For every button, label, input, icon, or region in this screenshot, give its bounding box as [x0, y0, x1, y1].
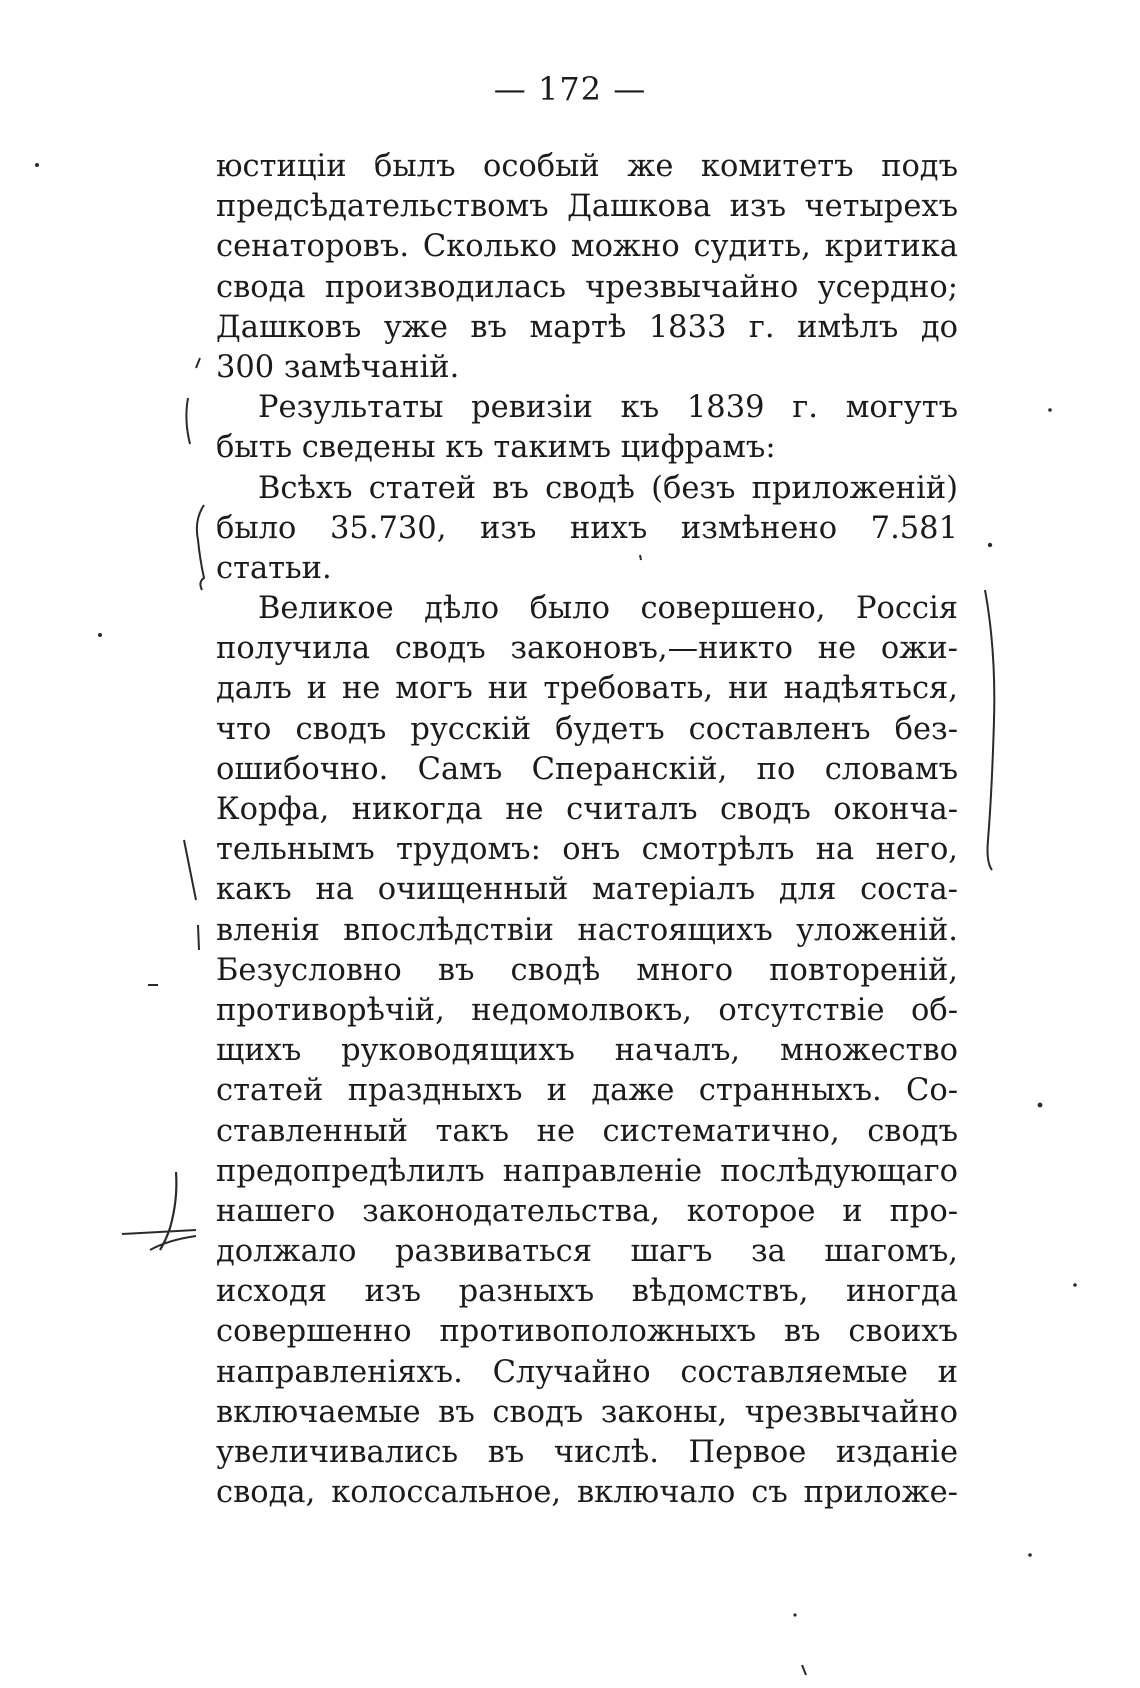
text-line: что сводъ русскiй будетъ составленъ без- — [216, 711, 958, 747]
pencil-bracket-left-3 — [184, 840, 199, 950]
text-line: Безусловно въ сводѣ много повторенiй, — [216, 952, 958, 988]
text-line: предопредѣлилъ направленiе послѣдующаго — [216, 1153, 958, 1189]
text-line: далъ и не могъ ни требовать, ни надѣяться, — [216, 671, 958, 707]
text-line: увеличивались въ числѣ. Первое изданiе — [216, 1435, 958, 1470]
text-line: щихъ руководящихъ началъ, множество — [216, 1033, 958, 1069]
text-line: Результаты ревизiи къ 1839 г. могутъ — [258, 390, 958, 426]
text-line: исходя изъ разныхъ вѣдомствъ, иногда — [216, 1274, 958, 1310]
text-line: быть сведены къ такимъ цифрамъ: — [216, 430, 776, 466]
pencil-bracket-left-1 — [186, 398, 190, 444]
text-line: нашего законодательства, которое и про- — [216, 1193, 958, 1229]
text-line: статьи. — [216, 550, 332, 586]
pencil-tick-mark — [196, 358, 200, 368]
text-line: 300 замѣчанiй. — [216, 349, 460, 385]
text-line: какъ на очищенный матерiалъ для соста- — [216, 872, 958, 908]
text-line: ошибочно. Самъ Сперанскiй, по словамъ — [216, 751, 958, 787]
text-line: совершенно противоположныхъ въ своихъ — [216, 1314, 958, 1350]
text-line: свода производилась чрезвычайно усердно; — [216, 269, 958, 305]
text-line: Всѣхъ статей въ сводѣ (безъ приложенiй) — [258, 470, 958, 506]
text-line: было 35.730, изъ нихъ измѣнено 7.581 — [216, 510, 958, 546]
text-line: включаемые въ сводъ законы, чрезвычайно — [216, 1394, 958, 1430]
text-line: свода, колоссальное, включало съ приложе- — [216, 1475, 958, 1511]
body-text — [216, 147, 958, 1513]
page-number: — 172 — — [493, 70, 647, 108]
text-line: Дашковъ уже въ мартѣ 1833 г. имѣлъ до — [216, 309, 958, 345]
pencil-bracket-left-4 — [160, 1172, 176, 1250]
text-line: противорѣчiй, недомолвокъ, отсутствiе об- — [216, 992, 958, 1028]
text-line: получила сводъ законовъ,—никто не ожи- — [216, 631, 958, 667]
text-line: статей праздныхъ и даже странныхъ. Со- — [216, 1073, 958, 1109]
text-line: юстицiи былъ особый же комитетъ подъ — [216, 149, 958, 184]
text-line: тельнымъ трудомъ: онъ смотрѣлъ на него, — [216, 832, 958, 868]
text-line: сенаторовъ. Сколько можно судить, критика — [216, 229, 958, 265]
text-line: вленiя впослѣдствiи настоящихъ уложенiй. — [216, 912, 958, 948]
text-line: Великое дѣло было совершено, Россiя — [258, 591, 958, 627]
pencil-dash-mark — [122, 1230, 196, 1250]
pencil-bracket-right — [985, 590, 994, 870]
text-line: ставленный такъ не систематично, сводъ — [216, 1113, 958, 1149]
pencil-bracket-left-2 — [197, 505, 204, 590]
text-line: Корфа, никогда не считалъ сводъ оконча- — [216, 792, 958, 827]
text-line: направленiяхъ. Случайно составляемые и — [216, 1354, 958, 1390]
text-line: предсѣдательствомъ Дашкова изъ четырехъ — [216, 189, 958, 225]
text-line: должало развиваться шагъ за шагомъ, — [216, 1234, 958, 1270]
